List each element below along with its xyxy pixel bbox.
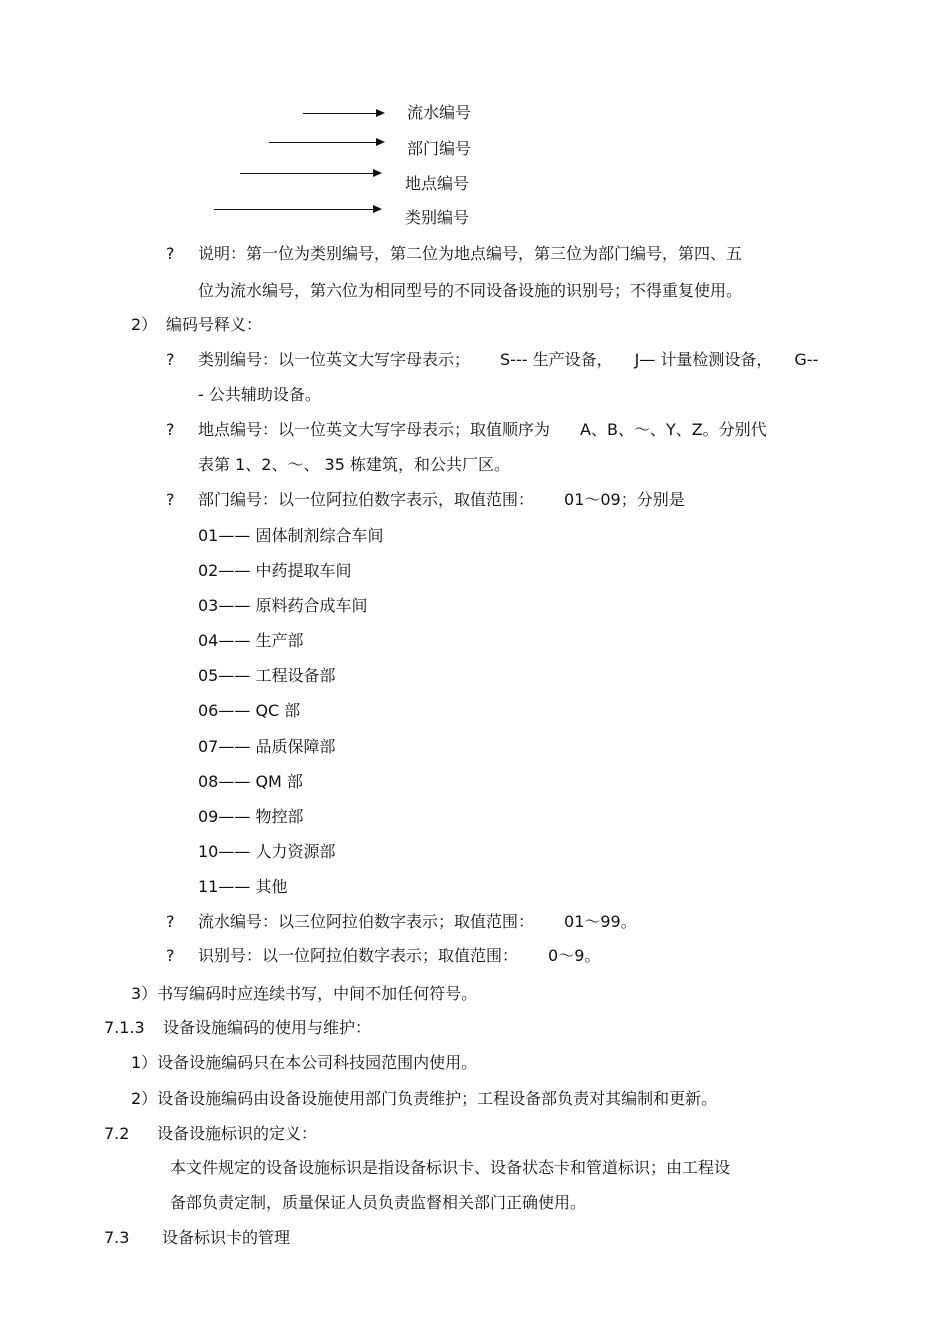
department-item: 10—— 人力资源部 (198, 842, 336, 861)
arrow-location-number (240, 173, 380, 174)
serial-line (198, 912, 637, 932)
section-72-line-1: 本文件规定的设备设施标识是指设备标识卡、设备状态卡和管道标识；由工程设 (170, 1158, 731, 1177)
legend-location-number: 地点编号 (405, 174, 470, 193)
category-line-1 (198, 350, 818, 370)
item-3: 3）书写编码时应连续书写，中间不加任何符号。 (131, 984, 478, 1003)
department-item: 01—— 固体制剂综合车间 (198, 526, 384, 545)
serial-bullet: ? (166, 912, 175, 931)
department-line-1 (198, 490, 685, 510)
section-713-title: 设备设施编码的使用与维护： (163, 1018, 372, 1037)
location-line-1 (198, 420, 767, 440)
legend-department-number: 部门编号 (407, 139, 472, 158)
note-line-2: 位为流水编号，第六位为相同型号的不同设备设施的识别号；不得重复使用。 (198, 281, 743, 300)
section-73-title: 设备标识卡的管理 (162, 1228, 291, 1247)
section-72-title: 设备设施标识的定义： (157, 1124, 318, 1143)
section-713-item: 1）设备设施编码只在本公司科技园范围内使用。 (131, 1053, 478, 1072)
department-item: 02—— 中药提取车间 (198, 561, 352, 580)
arrow-serial-number (303, 113, 383, 114)
location-bullet: ? (166, 420, 175, 439)
category-g: G-- (794, 350, 819, 369)
department-item: 09—— 物控部 (198, 807, 304, 826)
legend-serial-number: 流水编号 (407, 103, 472, 122)
ident-range: 0～9。 (548, 946, 601, 965)
section-72-number: 7.2 (104, 1124, 130, 1143)
ident-bullet: ? (166, 946, 175, 965)
department-range: 01～09；分别是 (564, 490, 685, 509)
section-713-item: 2）设备设施编码由设备设施使用部门负责维护；工程设备部负责对其编制和更新。 (131, 1089, 718, 1108)
category-line-2: - 公共辅助设备。 (198, 385, 321, 404)
department-item: 11—— 其他 (198, 877, 288, 896)
section-2-number: 2） (131, 315, 158, 334)
department-lead: 部门编号：以一位阿拉伯数字表示，取值范围： (198, 490, 535, 509)
department-item: 07—— 品质保障部 (198, 737, 336, 756)
category-s: S--- 生产设备， (500, 350, 613, 369)
note-bullet: ? (166, 244, 175, 263)
department-item: 05—— 工程设备部 (198, 666, 336, 685)
department-item: 06—— QC 部 (198, 701, 301, 720)
note-line-1: 说明：第一位为类别编号，第二位为地点编号，第三位为部门编号，第四、五 (198, 244, 743, 263)
arrow-category-number (214, 209, 380, 210)
ident-lead: 识别号：以一位阿拉伯数字表示；取值范围： (198, 946, 519, 965)
serial-range: 01～99。 (564, 912, 637, 931)
section-72-line-2: 备部负责定制，质量保证人员负责监督相关部门正确使用。 (170, 1193, 587, 1212)
section-2-title: 编码号释义： (166, 315, 263, 334)
category-lead: 类别编号：以一位英文大写字母表示； (198, 350, 471, 369)
department-item: 08—— QM 部 (198, 772, 303, 791)
department-item: 04—— 生产部 (198, 631, 304, 650)
department-item: 03—— 原料药合成车间 (198, 596, 368, 615)
serial-lead: 流水编号：以三位阿拉伯数字表示；取值范围： (198, 912, 535, 931)
location-lead: 地点编号：以一位英文大写字母表示；取值顺序为 (198, 420, 551, 439)
arrow-department-number (269, 142, 383, 143)
location-range: A、B、～、Y、Z。分别代 (580, 420, 767, 439)
legend-category-number: 类别编号 (405, 208, 470, 227)
location-line-2: 表第 1、2、～、 35 栋建筑，和公共厂区。 (198, 455, 510, 474)
category-bullet: ? (166, 350, 175, 369)
section-73-number: 7.3 (104, 1228, 130, 1247)
section-713-number: 7.1.3 (104, 1018, 145, 1037)
department-bullet: ? (166, 490, 175, 509)
ident-line (198, 946, 600, 966)
category-j: J— 计量检测设备， (634, 350, 773, 369)
